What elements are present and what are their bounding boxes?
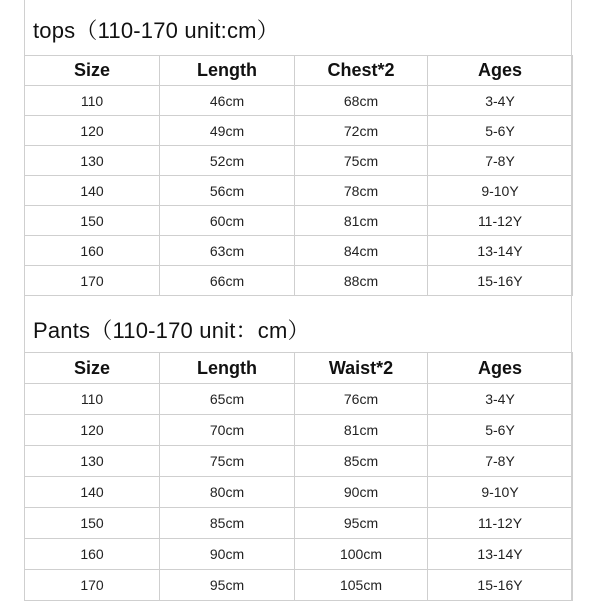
ages-cell: 7-8Y [428,446,573,477]
chest-cell: 68cm [295,86,428,116]
table-row [25,415,573,446]
length-cell: 75cm [160,446,295,477]
waist-cell: 76cm [295,384,428,415]
chest-cell: 78cm [295,176,428,206]
size-cell: 120 [25,116,160,146]
waist-cell: 105cm [295,570,428,601]
chest-cell: 88cm [295,266,428,296]
size-cell: 170 [25,570,160,601]
length-cell: 66cm [160,266,295,296]
waist-cell: 95cm [295,508,428,539]
chest-cell: 81cm [295,206,428,236]
table-row [25,508,573,539]
tops-header-chest: Chest*2 [295,56,428,86]
ages-cell: 15-16Y [428,266,573,296]
ages-cell: 13-14Y [428,236,573,266]
size-cell: 130 [25,146,160,176]
ages-cell: 7-8Y [428,146,573,176]
pants-size-table [24,352,573,601]
size-cell: 160 [25,539,160,570]
pants-header-ages: Ages [428,353,573,384]
table-row [25,206,573,236]
tops-section-title: tops（110-170 unit:cm） [33,18,279,43]
waist-cell: 81cm [295,415,428,446]
ages-cell: 3-4Y [428,384,573,415]
size-cell: 150 [25,206,160,236]
size-cell: 150 [25,508,160,539]
table-row [25,116,573,146]
length-cell: 65cm [160,384,295,415]
table-row [25,384,573,415]
ages-cell: 11-12Y [428,508,573,539]
length-cell: 63cm [160,236,295,266]
size-cell: 160 [25,236,160,266]
table-row [25,539,573,570]
tops-header-ages: Ages [428,56,573,86]
chest-cell: 75cm [295,146,428,176]
size-cell: 110 [25,384,160,415]
ages-cell: 9-10Y [428,176,573,206]
table-row [25,477,573,508]
waist-cell: 100cm [295,539,428,570]
length-cell: 60cm [160,206,295,236]
pants-header-size: Size [25,353,160,384]
ages-cell: 11-12Y [428,206,573,236]
pants-header-waist: Waist*2 [295,353,428,384]
ages-cell: 3-4Y [428,86,573,116]
size-cell: 140 [25,477,160,508]
size-cell: 140 [25,176,160,206]
chest-cell: 72cm [295,116,428,146]
table-row [25,446,573,477]
length-cell: 56cm [160,176,295,206]
chest-cell: 84cm [295,236,428,266]
table-row [25,570,573,601]
table-row [25,236,573,266]
ages-cell: 15-16Y [428,570,573,601]
waist-cell: 90cm [295,477,428,508]
length-cell: 85cm [160,508,295,539]
table-row [25,266,573,296]
ages-cell: 13-14Y [428,539,573,570]
size-cell: 110 [25,86,160,116]
ages-cell: 5-6Y [428,116,573,146]
length-cell: 52cm [160,146,295,176]
length-cell: 90cm [160,539,295,570]
tops-size-table [24,55,573,296]
tops-header-row [25,56,573,86]
length-cell: 95cm [160,570,295,601]
length-cell: 46cm [160,86,295,116]
length-cell: 49cm [160,116,295,146]
pants-section-title: Pants（110-170 unit：cm） [33,318,310,343]
pants-header-length: Length [160,353,295,384]
length-cell: 70cm [160,415,295,446]
size-cell: 130 [25,446,160,477]
ages-cell: 5-6Y [428,415,573,446]
waist-cell: 85cm [295,446,428,477]
pants-header-row [25,353,573,384]
ages-cell: 9-10Y [428,477,573,508]
table-row [25,146,573,176]
table-row [25,86,573,116]
length-cell: 80cm [160,477,295,508]
size-cell: 170 [25,266,160,296]
tops-header-length: Length [160,56,295,86]
table-row [25,176,573,206]
tops-header-size: Size [25,56,160,86]
size-cell: 120 [25,415,160,446]
